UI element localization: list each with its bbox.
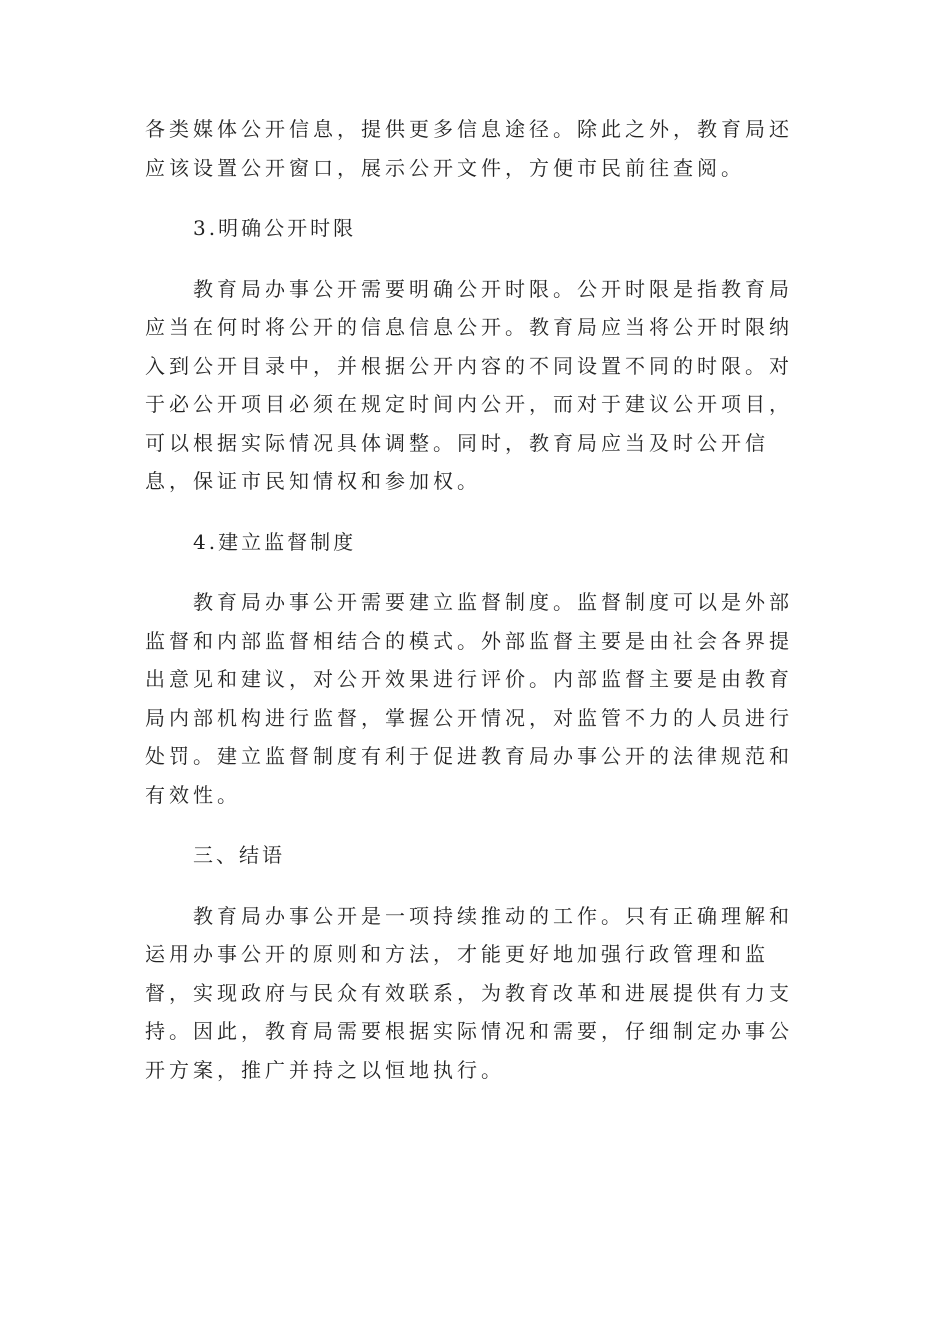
paragraph-supervision: 教育局办事公开需要建立监督制度。监督制度可以是外部监督和内部监督相结合的模式。外部监督主要是由社会各界提出意见和建议，对公开效果进行评价。内部监督主要是由教育局内部机构进行监督，掌握公开情况，对监管不力的人员进行处罚。建立监督制度有利于促进教育局办事公开的法律规范和有效性。 [145,590,793,807]
document-body [145,110,805,1111]
paragraph-time-limit: 教育局办事公开需要明确公开时限。公开时限是指教育局应当在何时将公开的信息信息公开。教育局应当将公开时限纳入到公开目录中，并根据公开内容的不同设置不同的时限。对于必公开项目必须在规定时间内公开，而对于建议公开项目，可以根据实际情况具体调整。同时，教育局应当及时公开信息，保证市民知情权和参加权。 [145,276,793,493]
section-heading-conclusion: 三、结语 [193,843,285,867]
section-heading-supervision: 4.建立监督制度 [193,529,357,554]
paragraph-conclusion: 教育局办事公开是一项持续推动的工作。只有正确理解和运用办事公开的原则和方法，才能更好地加强行政管理和监督，实现政府与民众有效联系，为教育改革和进展提供有力支持。因此，教育局需要根据实际情况和需要，仔细制定办事公开方案，推广并持之以恒地执行。 [145,903,793,1082]
section-heading-time-limit: 3.明确公开时限 [193,216,357,240]
paragraph-media-channels: 各类媒体公开信息，提供更多信息途径。除此之外，教育局还应该设置公开窗口，展示公开文件，方便市民前往查阅。 [145,117,793,180]
